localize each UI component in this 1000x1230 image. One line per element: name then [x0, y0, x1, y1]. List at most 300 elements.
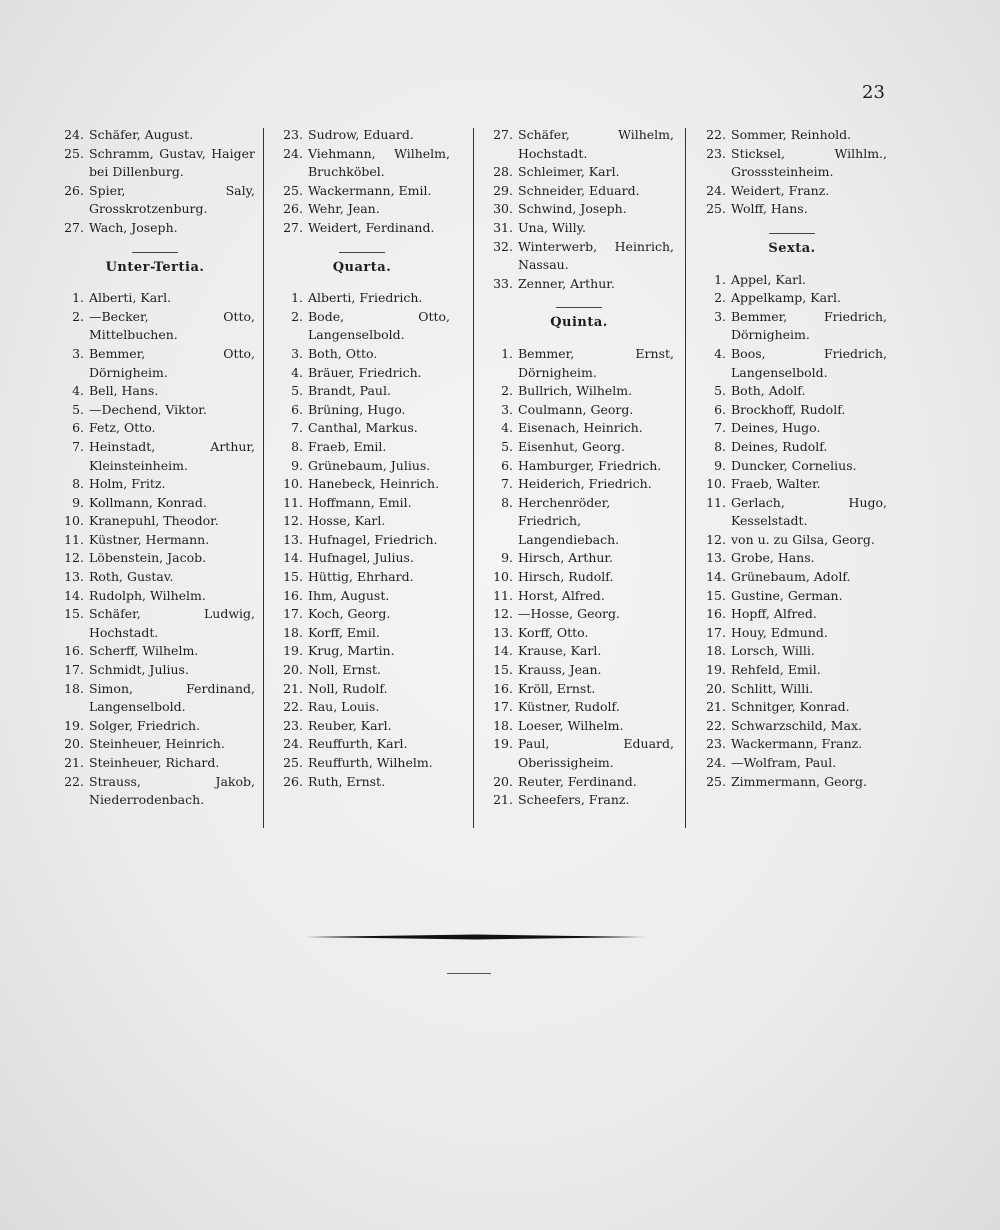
entry-name: Bode, Otto, Langenselbold. — [308, 308, 450, 343]
entry-name: Winterwerb, Heinrich, Nassau. — [518, 238, 674, 273]
entry-name: Gustine, German. — [731, 587, 843, 603]
list-item — [697, 549, 887, 568]
entry-number: 14. — [64, 587, 84, 603]
entry-number: 23. — [283, 127, 303, 142]
list-item — [697, 475, 887, 494]
entry-number: 15. — [64, 606, 84, 622]
section-rule — [556, 307, 602, 308]
entry-name: Hopff, Alfred. — [731, 606, 817, 622]
list-item — [55, 289, 255, 308]
entry-name: Deines, Hugo. — [731, 420, 821, 436]
list-item — [697, 568, 887, 587]
entry-number: 17. — [706, 624, 726, 640]
list-item — [274, 401, 450, 420]
entry-number: 10. — [64, 513, 84, 529]
entry-name: Hoffmann, Emil. — [308, 494, 412, 510]
list-item — [697, 271, 887, 290]
entry-number: 22. — [706, 127, 726, 142]
entry-name: Reuffurth, Wilhelm. — [308, 755, 433, 770]
list-item — [274, 126, 450, 145]
list-item — [484, 182, 674, 201]
entry-number: 5. — [291, 383, 303, 399]
list-item — [274, 642, 450, 661]
entry-number: 31. — [493, 219, 513, 235]
entry-name: Steinheuer, Richard. — [89, 755, 220, 770]
entry-number: 25. — [64, 145, 84, 161]
entry-number: 18. — [493, 717, 513, 733]
entry-name: Viehmann, Wilhelm, Bruchköbel. — [308, 145, 450, 180]
entry-name: Bemmer, Otto, Dörnigheim. — [89, 345, 255, 380]
entry-number: 21. — [493, 792, 513, 808]
entry-number: 16. — [283, 587, 303, 603]
entry-name: Ihm, August. — [308, 587, 390, 603]
entry-name: Appel, Karl. — [731, 271, 807, 287]
column-quinta — [484, 126, 674, 810]
entry-name: Loeser, Wilhelm. — [518, 717, 624, 733]
list-item — [697, 382, 887, 401]
entry-number: 24. — [706, 755, 726, 770]
list-item — [274, 438, 450, 457]
list-item — [697, 531, 887, 550]
list-item — [697, 680, 887, 699]
section-rule — [769, 233, 815, 234]
entry-number: 22. — [283, 699, 303, 715]
entry-number: 4. — [501, 420, 513, 436]
entry-number: 20. — [493, 773, 513, 789]
entry-name: Wach, Joseph. — [89, 219, 178, 235]
list-item — [484, 457, 674, 476]
list-item — [484, 773, 674, 792]
entry-number: 8. — [72, 476, 84, 492]
list-item — [484, 698, 674, 717]
entry-number: 18. — [706, 643, 726, 659]
list-item — [697, 642, 887, 661]
entry-name: Gerlach, Hugo, Kesselstadt. — [731, 494, 887, 529]
list-item — [484, 419, 674, 438]
entry-number: 3. — [714, 308, 726, 324]
entry-name: Löbenstein, Jacob. — [89, 550, 207, 566]
entry-name: Hirsch, Arthur. — [518, 550, 613, 566]
entry-name: Paul, Eduard, Oberissigheim. — [518, 736, 674, 770]
entry-number: 9. — [714, 457, 726, 473]
list-item — [484, 680, 674, 699]
list-item — [55, 494, 255, 513]
entry-number: 25. — [706, 201, 726, 217]
entry-name: Appelkamp, Karl. — [731, 290, 841, 306]
entry-number: 19. — [493, 736, 513, 752]
column-quarta — [274, 126, 450, 791]
column-sexta — [697, 126, 887, 791]
entry-name: Schwarzschild, Max. — [731, 717, 863, 733]
list-item — [55, 419, 255, 438]
entry-number: 3. — [72, 345, 84, 361]
entry-name: Weidert, Ferdinand. — [308, 219, 435, 235]
list-item — [274, 200, 450, 219]
list-item — [484, 661, 674, 680]
entry-number: 26. — [283, 773, 303, 789]
list-item — [55, 642, 255, 661]
list-item — [697, 145, 887, 182]
entry-name: Hirsch, Rudolf. — [518, 569, 614, 585]
list-item — [697, 345, 887, 382]
list-item — [55, 438, 255, 475]
entry-name: Wolff, Hans. — [731, 201, 808, 217]
section-heading: Sexta. — [768, 240, 816, 256]
entry-name: Roth, Gustav. — [89, 569, 174, 585]
entry-number: 21. — [283, 680, 303, 696]
entry-number: 12. — [706, 531, 726, 547]
entry-number: 3. — [501, 401, 513, 417]
entry-name: Deines, Rudolf. — [731, 438, 828, 454]
list-item — [274, 773, 450, 792]
list-item — [274, 289, 450, 308]
entry-name: —Becker, Otto, Mittelbuchen. — [89, 308, 255, 343]
entry-number: 11. — [64, 531, 84, 547]
entry-name: Houy, Edmund. — [731, 624, 828, 640]
entry-name: Scherff, Wilhelm. — [89, 643, 199, 659]
entry-name: Reuffurth, Karl. — [308, 736, 408, 752]
list-item — [484, 549, 674, 568]
list-item — [55, 717, 255, 736]
entry-name: Brockhoff, Rudolf. — [731, 401, 846, 417]
entry-number: 15. — [706, 587, 726, 603]
entry-number: 27. — [283, 219, 303, 235]
list-item — [55, 605, 255, 642]
list-item — [697, 401, 887, 420]
list-item — [274, 605, 450, 624]
section-heading: Unter-Tertia. — [105, 259, 205, 275]
entry-number: 5. — [72, 401, 84, 417]
entry-number: 25. — [283, 182, 303, 198]
entry-number: 33. — [493, 275, 513, 291]
list-item — [55, 126, 255, 145]
entry-number: 12. — [64, 550, 84, 566]
entry-number: 18. — [283, 624, 303, 640]
entry-name: Hüttig, Ehrhard. — [308, 569, 414, 585]
entry-number: 8. — [714, 438, 726, 454]
entry-number: 29. — [493, 182, 513, 198]
list-item — [484, 587, 674, 606]
entry-number: 5. — [714, 383, 726, 399]
list-item — [274, 587, 450, 606]
entry-name: Coulmann, Georg. — [518, 401, 634, 417]
list-item — [274, 549, 450, 568]
list-item — [484, 163, 674, 182]
list-item — [697, 698, 887, 717]
list-item — [697, 773, 887, 792]
entry-name: —Wolfram, Paul. — [731, 755, 837, 770]
entry-name: Korff, Emil. — [308, 624, 380, 640]
entry-number: 27. — [493, 127, 513, 142]
list-item — [484, 219, 674, 238]
entry-name: —Dechend, Viktor. — [89, 401, 207, 417]
entry-number: 23. — [706, 145, 726, 161]
entry-name: Grünebaum, Julius. — [308, 457, 431, 473]
list-item — [697, 308, 887, 345]
entry-number: 22. — [706, 717, 726, 733]
entry-name: Kröll, Ernst. — [518, 680, 596, 696]
list-item — [697, 419, 887, 438]
entry-number: 19. — [706, 662, 726, 678]
entry-number: 11. — [283, 494, 303, 510]
list-item — [484, 642, 674, 661]
entry-number: 6. — [291, 401, 303, 417]
list-item — [55, 145, 255, 182]
entry-number: 16. — [493, 680, 513, 696]
list-item — [55, 680, 255, 717]
list-item — [274, 345, 450, 364]
list-item — [274, 145, 450, 182]
list-item — [274, 475, 450, 494]
section-heading: Quarta. — [332, 259, 392, 275]
list-item — [697, 457, 887, 476]
entry-number: 24. — [64, 127, 84, 142]
entry-number: 24. — [283, 145, 303, 161]
entry-name: Küstner, Rudolf. — [518, 699, 620, 715]
list-item — [484, 200, 674, 219]
entry-number: 22. — [64, 773, 84, 789]
entry-name: Noll, Ernst. — [308, 662, 381, 678]
entry-name: Eisenhut, Georg. — [518, 438, 625, 454]
list-item — [274, 735, 450, 754]
entry-name: Rehfeld, Emil. — [731, 662, 821, 678]
entry-number: 20. — [706, 680, 726, 696]
entry-name: Hufnagel, Friedrich. — [308, 531, 438, 547]
entry-number: 14. — [283, 550, 303, 566]
entry-name: Sudrow, Eduard. — [308, 127, 414, 142]
entry-name: Alberti, Friedrich. — [308, 290, 423, 306]
entry-name: Fetz, Otto. — [89, 420, 156, 436]
entry-name: Spier, Saly, Grosskrotzenburg. — [89, 182, 255, 217]
list-item — [697, 438, 887, 457]
list-item — [55, 401, 255, 420]
entry-number: 7. — [501, 476, 513, 492]
entry-name: Brandt, Paul. — [308, 383, 391, 399]
entry-name: Reuter, Ferdinand. — [518, 773, 637, 789]
entry-name: Boos, Friedrich, Langenselbold. — [731, 345, 887, 380]
entry-number: 23. — [706, 736, 726, 752]
entry-name: Both, Adolf. — [731, 383, 806, 399]
entry-number: 2. — [501, 383, 513, 399]
list-item — [55, 382, 255, 401]
entry-name: Hanebeck, Heinrich. — [308, 476, 440, 492]
entry-name: Hosse, Karl. — [308, 513, 386, 529]
entry-name: Wackermann, Franz. — [731, 736, 863, 752]
entry-number: 2. — [714, 290, 726, 306]
list-item — [55, 661, 255, 680]
entry-number: 26. — [283, 201, 303, 217]
entry-name: Simon, Ferdinand, Langenselbold. — [89, 680, 255, 715]
list-item — [484, 494, 674, 550]
entry-name: Fraeb, Emil. — [308, 438, 387, 454]
entry-name: Herchenröder, Friedrich, Langendiebach. — [518, 494, 620, 547]
entry-number: 1. — [714, 271, 726, 287]
column-divider — [263, 128, 264, 828]
list-item — [697, 182, 887, 201]
list-item — [55, 773, 255, 810]
entry-number: 17. — [283, 606, 303, 622]
entry-name: Rudolph, Wilhelm. — [89, 587, 206, 603]
list-item — [697, 754, 887, 773]
entry-number: 10. — [706, 476, 726, 492]
entry-name: Solger, Friedrich. — [89, 717, 201, 733]
page-number: 23 — [862, 82, 885, 103]
entry-number: 13. — [493, 624, 513, 640]
entry-number: 14. — [706, 569, 726, 585]
list-item — [55, 475, 255, 494]
entry-name: Kranepuhl, Theodor. — [89, 513, 219, 529]
entry-number: 27. — [64, 219, 84, 235]
entry-name: Schäfer, August. — [89, 127, 194, 142]
entry-number: 10. — [493, 569, 513, 585]
list-item — [484, 568, 674, 587]
entry-name: Zenner, Arthur. — [518, 275, 615, 291]
list-item — [55, 568, 255, 587]
entry-name: Wehr, Jean. — [308, 201, 380, 217]
entry-name: Bemmer, Ernst, Dörnigheim. — [518, 345, 674, 380]
list-item — [274, 717, 450, 736]
section-rule — [339, 252, 385, 253]
section-rule — [132, 252, 178, 253]
entry-name: Weidert, Franz. — [731, 182, 830, 198]
entry-number: 5. — [501, 438, 513, 454]
entry-name: Heiderich, Friedrich. — [518, 476, 652, 492]
entry-number: 8. — [501, 494, 513, 510]
entry-name: Alberti, Karl. — [89, 290, 172, 306]
entry-number: 7. — [72, 438, 84, 454]
entry-name: Schlitt, Willi. — [731, 680, 814, 696]
list-item — [55, 735, 255, 754]
entry-number: 18. — [64, 680, 84, 696]
entry-number: 11. — [706, 494, 726, 510]
entry-name: Bell, Hans. — [89, 383, 159, 399]
list-item — [274, 382, 450, 401]
entry-name: Hamburger, Friedrich. — [518, 457, 662, 473]
entry-name: Noll, Rudolf. — [308, 680, 388, 696]
entry-number: 6. — [72, 420, 84, 436]
list-item — [697, 494, 887, 531]
list-item — [274, 457, 450, 476]
list-item — [697, 605, 887, 624]
entry-number: 8. — [291, 438, 303, 454]
list-item — [274, 494, 450, 513]
entry-name: Korff, Otto. — [518, 624, 589, 640]
entry-number: 1. — [72, 290, 84, 306]
entry-number: 11. — [493, 587, 513, 603]
list-item — [274, 568, 450, 587]
entry-number: 20. — [283, 662, 303, 678]
column-divider — [685, 128, 686, 828]
entry-name: Sticksel, Wilhlm., Grosssteinheim. — [731, 145, 887, 180]
entry-name: Heinstadt, Arthur, Kleinsteinheim. — [89, 438, 255, 473]
list-item — [55, 219, 255, 238]
list-item — [697, 587, 887, 606]
entry-name: Grobe, Hans. — [731, 550, 815, 566]
entry-name: Schnitger, Konrad. — [731, 699, 850, 715]
list-item — [484, 717, 674, 736]
list-item — [55, 345, 255, 382]
list-item — [274, 754, 450, 773]
entry-name: Krauss, Jean. — [518, 662, 602, 678]
entry-number: 4. — [714, 345, 726, 361]
entry-number: 13. — [283, 531, 303, 547]
entry-number: 17. — [493, 699, 513, 715]
column-divider — [473, 128, 474, 828]
entry-number: 25. — [706, 773, 726, 789]
list-item — [55, 754, 255, 773]
entry-name: —Hosse, Georg. — [518, 606, 620, 622]
list-item — [55, 308, 255, 345]
entry-name: Fraeb, Walter. — [731, 476, 821, 492]
entry-name: Eisenach, Heinrich. — [518, 420, 643, 436]
entry-number: 19. — [283, 643, 303, 659]
closing-rule — [305, 934, 647, 940]
entry-number: 3. — [291, 345, 303, 361]
entry-number: 9. — [72, 494, 84, 510]
entry-name: Schneider, Eduard. — [518, 182, 640, 198]
entry-number: 15. — [493, 662, 513, 678]
entry-number: 25. — [283, 755, 303, 770]
entry-name: Krug, Martin. — [308, 643, 395, 659]
entry-name: Brüning, Hugo. — [308, 401, 406, 417]
entry-number: 24. — [283, 736, 303, 752]
entry-name: Holm, Fritz. — [89, 476, 166, 492]
list-item — [697, 624, 887, 643]
entry-name: Sommer, Reinhold. — [731, 127, 852, 142]
entry-name: Reuber, Karl. — [308, 717, 392, 733]
entry-number: 4. — [72, 383, 84, 399]
list-item — [484, 382, 674, 401]
entry-number: 2. — [72, 308, 84, 324]
list-item — [55, 531, 255, 550]
list-item — [484, 345, 674, 382]
entry-number: 16. — [706, 606, 726, 622]
entry-number: 9. — [291, 457, 303, 473]
entry-name: Strauss, Jakob, Niederrodenbach. — [89, 773, 255, 808]
entry-name: Schleimer, Karl. — [518, 164, 620, 180]
entry-number: 17. — [64, 662, 84, 678]
list-item — [55, 182, 255, 219]
entry-name: Bemmer, Friedrich, Dörnigheim. — [731, 308, 887, 343]
entry-name: Lorsch, Willi. — [731, 643, 815, 659]
list-item — [274, 308, 450, 345]
list-item — [484, 238, 674, 275]
entry-number: 6. — [714, 401, 726, 417]
list-item — [484, 624, 674, 643]
entry-number: 10. — [283, 476, 303, 492]
entry-number: 1. — [291, 290, 303, 306]
entry-number: 1. — [501, 345, 513, 361]
list-item — [55, 587, 255, 606]
list-item — [484, 605, 674, 624]
entry-number: 21. — [706, 699, 726, 715]
entry-name: Horst, Alfred. — [518, 587, 605, 603]
entry-name: von u. zu Gilsa, Georg. — [731, 531, 875, 547]
list-item — [55, 549, 255, 568]
entry-name: Bullrich, Wilhelm. — [518, 383, 633, 399]
entry-number: 26. — [64, 182, 84, 198]
entry-name: Canthal, Markus. — [308, 420, 418, 436]
entry-name: Duncker, Cornelius. — [731, 457, 857, 473]
entry-name: Kollmann, Konrad. — [89, 494, 207, 510]
list-item — [697, 717, 887, 736]
list-item — [484, 126, 674, 163]
list-item — [484, 475, 674, 494]
entry-number: 24. — [706, 182, 726, 198]
list-item — [274, 182, 450, 201]
entry-name: Scheefers, Franz. — [518, 792, 630, 808]
list-item — [274, 512, 450, 531]
